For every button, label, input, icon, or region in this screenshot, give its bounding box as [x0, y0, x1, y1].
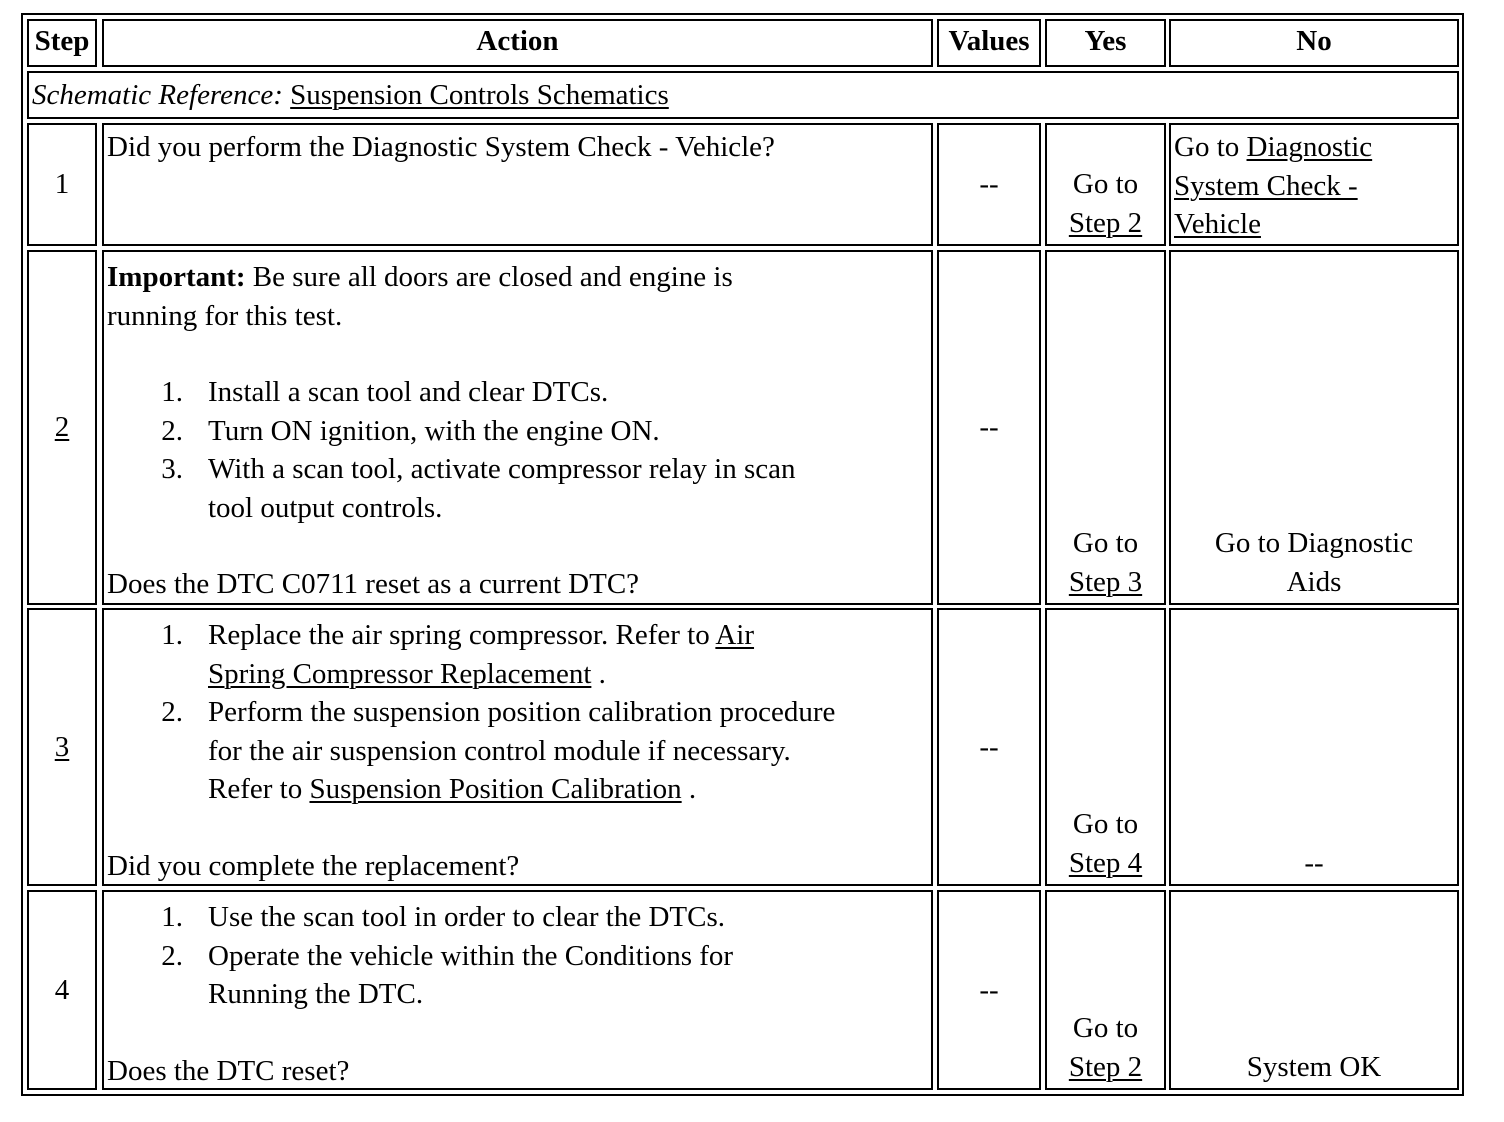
- step-2-action: [102, 250, 933, 605]
- yes-prefix: Go to: [1072, 168, 1139, 200]
- list-item: 2. Operate the vehicle within the Conditions for Running the DTC.: [161, 939, 734, 1010]
- no-text: --: [1304, 846, 1324, 879]
- no-text: Go to Diagnostic: [1214, 527, 1414, 559]
- list-item: 3. With a scan tool, activate compressor relay in scan tool output controls.: [161, 453, 796, 524]
- step-2-no: [1169, 250, 1459, 605]
- step-4-action: [102, 890, 933, 1090]
- step-1-number: [27, 123, 97, 246]
- question: Does the DTC C0711 reset as a current DTC?: [107, 568, 640, 600]
- yes-prefix: Go to: [1072, 527, 1139, 559]
- step-3-yes: [1045, 608, 1166, 886]
- air-spring-link[interactable]: Spring Compressor Replacement: [208, 657, 592, 690]
- list-item: 2. Perform the suspension position calibration procedure for the air suspension control module if necessary. Refer to Suspension Position Calibration .: [161, 696, 836, 805]
- step-3-action: [102, 608, 933, 886]
- values-text: --: [979, 168, 999, 201]
- no-text: System OK: [1246, 1050, 1382, 1083]
- step-3-no: [1169, 608, 1459, 886]
- step-1-yes: [1045, 123, 1166, 246]
- air-spring-link[interactable]: Air: [715, 619, 755, 651]
- yes-link[interactable]: Step 3: [1068, 565, 1143, 598]
- question: Did you complete the replacement?: [107, 849, 520, 882]
- no-text: Aids: [1286, 565, 1342, 598]
- yes-prefix: Go to: [1072, 808, 1139, 840]
- list-item: 1. Use the scan tool in order to clear the DTCs.: [161, 901, 726, 933]
- instruction-list: [107, 616, 931, 809]
- no-prefix: Go to: [1174, 131, 1240, 163]
- step-link[interactable]: 3: [54, 730, 70, 763]
- schematic-link[interactable]: Suspension Controls Schematics: [290, 79, 669, 111]
- header-action: Action: [102, 19, 933, 67]
- header-values: Values: [937, 19, 1041, 67]
- question: Did you perform the Diagnostic System Check - Vehicle?: [107, 131, 775, 163]
- important-text: Be sure all doors are closed and engine is: [245, 261, 733, 293]
- step-number: 4: [54, 973, 70, 1006]
- yes-prefix: Go to: [1072, 1012, 1139, 1044]
- instruction-list: [107, 898, 931, 1014]
- yes-link[interactable]: Step 2: [1068, 1050, 1143, 1083]
- values-text: --: [979, 973, 999, 1006]
- important-text: running for this test.: [107, 299, 343, 332]
- values-text: --: [979, 730, 999, 763]
- no-link[interactable]: Vehicle: [1174, 208, 1261, 240]
- step-4-number: [27, 890, 97, 1090]
- yes-link[interactable]: Step 4: [1068, 846, 1143, 879]
- list-item: 1. Replace the air spring compressor. Refer to Air Spring Compressor Replacement .: [161, 619, 755, 690]
- step-2-number: [27, 250, 97, 605]
- step-2-values: [937, 250, 1041, 605]
- step-1-action: [102, 123, 933, 246]
- values-text: --: [979, 411, 999, 444]
- header-step: Step: [27, 19, 97, 67]
- step-2-yes: [1045, 250, 1166, 605]
- header-no: No: [1169, 19, 1459, 67]
- step-link[interactable]: 2: [54, 411, 70, 444]
- schematic-label: Schematic Reference:: [32, 79, 283, 111]
- step-3-values: [937, 608, 1041, 886]
- instruction-list: [107, 373, 931, 527]
- step-4-yes: [1045, 890, 1166, 1090]
- yes-link[interactable]: Step 2: [1068, 206, 1143, 239]
- no-link[interactable]: System Check -: [1174, 169, 1358, 202]
- step-number: 1: [54, 168, 70, 201]
- schematic-reference: [27, 71, 1459, 119]
- no-link[interactable]: Diagnostic: [1246, 131, 1373, 163]
- calibration-link[interactable]: Suspension Position Calibration: [309, 773, 682, 805]
- question: Does the DTC reset?: [107, 1054, 350, 1087]
- step-1-no: [1169, 123, 1459, 246]
- list-item: 1. Install a scan tool and clear DTCs.: [161, 376, 609, 408]
- list-item: 2. Turn ON ignition, with the engine ON.: [161, 414, 660, 447]
- step-1-values: [937, 123, 1041, 246]
- important-label: Important:: [107, 261, 246, 293]
- step-4-values: [937, 890, 1041, 1090]
- step-4-no: [1169, 890, 1459, 1090]
- step-3-number: [27, 608, 97, 886]
- header-yes: Yes: [1045, 19, 1166, 67]
